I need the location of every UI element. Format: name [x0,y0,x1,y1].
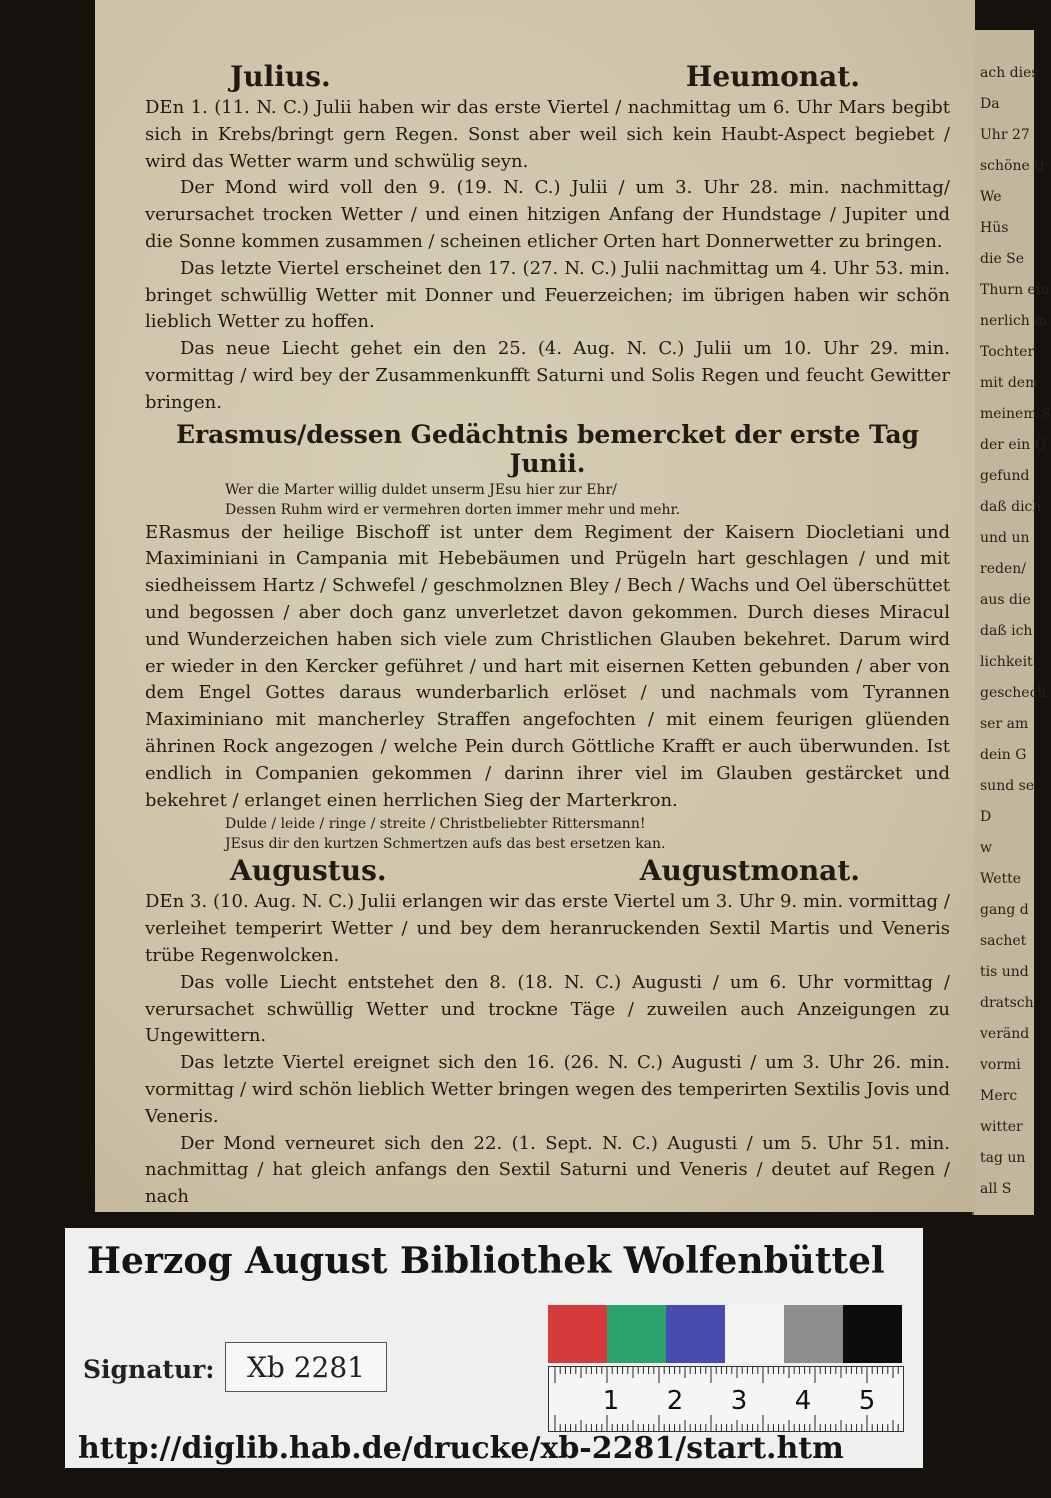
verse-line: Dulde / leide / ringe / streite / Christbeliebter Rittersmann! [225,816,646,833]
july-paragraph-1: DEn 1. (11. N. C.) Julii haben wir das erste Viertel / nachmittag um 6. Uhr Mars begibt sich in Krebs/bringt gern Regen. Sonst aber weil sich kein Haubt-Aspect begiebet / wird das Wetter warm und schwülig seyn. [145,97,950,172]
signature-label: Signatur: [83,1355,215,1384]
facing-page-fragment: und un [980,530,1030,546]
august-paragraph-3: Das letzte Viertel ereignet sich den 16. (26. N. C.) Augusti / um 3. Uhr 26. min. vormittag / wird schön lieblich Wetter bringen wegen des temperirten Sextilis Jovis und Veneris. [145,1052,950,1127]
facing-page-fragment: schöne tr [980,158,1047,174]
facing-page-fragment: gang d [980,902,1029,918]
july-paragraph-3: Das letzte Viertel erscheinet den 17. (27. N. C.) Julii nachmittag um 4. Uhr 53. min. bringet schwüllig Wetter mit Donner und Feuerzeichen; im übrigen haben wir schön lieblich Wetter zu hoffen. [145,257,950,333]
color-swatch [666,1305,725,1363]
facing-page-fragment: Da [980,96,1000,112]
ruler-number: 1 [602,1386,620,1416]
facing-page-fragment: Tochter [980,344,1035,360]
facing-page-fragment: meinem S [980,406,1051,422]
month-header-august [145,854,950,887]
facing-page-fragment: daß dich [980,499,1042,515]
facing-page-edge [972,30,1051,1215]
header-right: Augustmonat. [639,854,860,888]
ruler-number: 3 [730,1386,748,1416]
facing-page-fragment: mit dem [980,375,1039,391]
color-swatch [725,1305,784,1363]
month-header-july [145,60,950,93]
facing-page-fragment: veränd [980,1026,1030,1042]
facing-page-fragment: reden/ [980,561,1026,577]
facing-page-fragment: tis und [980,964,1029,980]
facing-page-fragment: nerlich m [980,313,1048,329]
facing-page-fragment: die Se [980,251,1025,267]
facing-page-fragment: D [980,809,992,825]
august-paragraph-4: Der Mond verneuret sich den 22. (1. Sept. N. C.) Augusti / um 5. Uhr 51. min. nachmittag / hat gleich anfangs den Sextil Saturni und Veneris / deutet auf Regen / nach [145,1132,950,1208]
verse-line: JEsus dir den kurtzen Schmertzen aufs das best ersetzen kan. [225,836,666,853]
august-paragraph-1: DEn 3. (10. Aug. N. C.) Julii erlangen wir das erste Viertel um 3. Uhr 9. min. vormittag / verleihet temperirt Wetter / und bey dem heranruckenden Sextil Martis und Veneris trübe Regenwolcken. [145,891,950,966]
facing-page-fragment: sund se [980,778,1035,794]
ruler-number: 2 [666,1386,684,1416]
header-right: Heumonat. [685,60,860,93]
july-paragraph-4: Das neue Liecht gehet ein den 25. (4. Aug. N. C.) Julii um 10. Uhr 29. min. vormittag / wird bey der Zusammenkunfft Saturni und Solis Regen und feucht Gewitter bringen. [145,338,950,413]
facing-page-fragment: dratsch [980,995,1034,1011]
facing-page-fragment: Uhr 27 [980,127,1030,143]
color-calibration-bar [548,1305,902,1363]
ruler-number: 4 [794,1386,812,1416]
header-left: Augustus. [230,854,387,888]
july-paragraph-2: Der Mond wird voll den 9. (19. N. C.) Julii / um 3. Uhr 28. min. nachmittag/ verursachet trocken Wetter / und einen hitzigen Anfang der Hundstage / Jupiter und die Sonne kommen zusammen / scheinen etlicher Orten hart Donnerwetter zu bringen. [145,177,950,252]
verse-line: Dessen Ruhm wird er vermehren dorten immer mehr und mehr. [225,501,681,518]
facing-page-fragment: We [980,189,1002,205]
facing-page-fragment: daß ich [980,623,1033,639]
catalog-url[interactable]: http://diglib.hab.de/drucke/xb-2281/start.htm [78,1431,844,1466]
color-swatch [843,1305,902,1363]
facing-page-fragment: vormi [980,1057,1021,1073]
facing-page-fragment: dein G [980,747,1027,763]
facing-page-fragment: lichkeit [980,654,1033,670]
facing-page-fragment: aus die [980,592,1031,608]
facing-page-fragment: w [980,840,992,856]
header-left: Julius. [230,60,331,93]
facing-page-fragment: sachet [980,933,1027,949]
facing-page-fragment: der ein G [980,437,1046,453]
page-text [145,60,950,1211]
facing-page-fragment: Wette [980,871,1022,887]
facing-page-fragment: ser am [980,716,1029,732]
facing-page-fragment: Merc [980,1088,1018,1104]
color-swatch [607,1305,666,1363]
facing-page-fragment: gefund [980,468,1030,484]
facing-page-fragment: ach dies [980,65,1039,81]
saint-heading: Erasmus/dessen Gedächtnis bemercket der erste Tag Junii. [175,419,920,478]
facing-page-fragment: Thurn ein [980,282,1050,298]
signature-value: Xb 2281 [225,1342,387,1392]
facing-page-fragment: all S [980,1181,1012,1197]
color-swatch [784,1305,843,1363]
erasmus-paragraph: ERasmus der heilige Bischoff ist unter dem Regiment der Kaisern Diocletiani und Maximiniani in Campania mit Hebebäumen und Prügeln hart geschlagen / und mit siedheissem Hartz / Schwefel / geschmolznen Bley / Bech / Wachs und Oel überschüttet und begossen / aber doch ganz unverletzet davon gekommen. Durch dieses Miracul und Wunderzeichen haben sich viele zum Christlichen Glauben bekehret. Darum wird er wieder in den Kercker geführet / und hart mit eisernen Ketten gebunden / aber von dem Engel Gottes daraus wunderbarlich erlöset / und nachmals vom Tyrannen Maximiniano mit mancherley Straffen angefochten / mit einem feurigen glüenden ährinen Rock angezogen / welche Pein durch Göttliche Krafft er auch überwunden. Ist endlich in Companien gekommen / darinn ihrer viel im Glauben gestärcket und bekehret / erlanget einen herrlichen Sieg der Marterkron. [145,521,950,811]
verse-line: Wer die Marter willig duldet unserm JEsu hier zur Ehr/ [225,481,617,498]
facing-page-fragment: tag un [980,1150,1026,1166]
ruler-number: 5 [858,1386,876,1416]
book-page [95,0,975,1212]
library-title: Herzog August Bibliothek Wolfenbüttel [87,1240,885,1282]
color-swatch [548,1305,607,1363]
facing-page-fragment: Hüs [980,220,1009,236]
facing-page-fragment: geschech [980,685,1047,701]
august-paragraph-2: Das volle Liecht entstehet den 8. (18. N. C.) Augusti / um 6. Uhr vormittag / verursachet schwüllig Wetter und trockne Täge / zuweilen auch Anzeigungen zu Ungewittern. [145,971,950,1047]
ruler [548,1366,904,1432]
ruler-ticks [549,1367,903,1431]
facing-page-fragment: witter [980,1119,1023,1135]
